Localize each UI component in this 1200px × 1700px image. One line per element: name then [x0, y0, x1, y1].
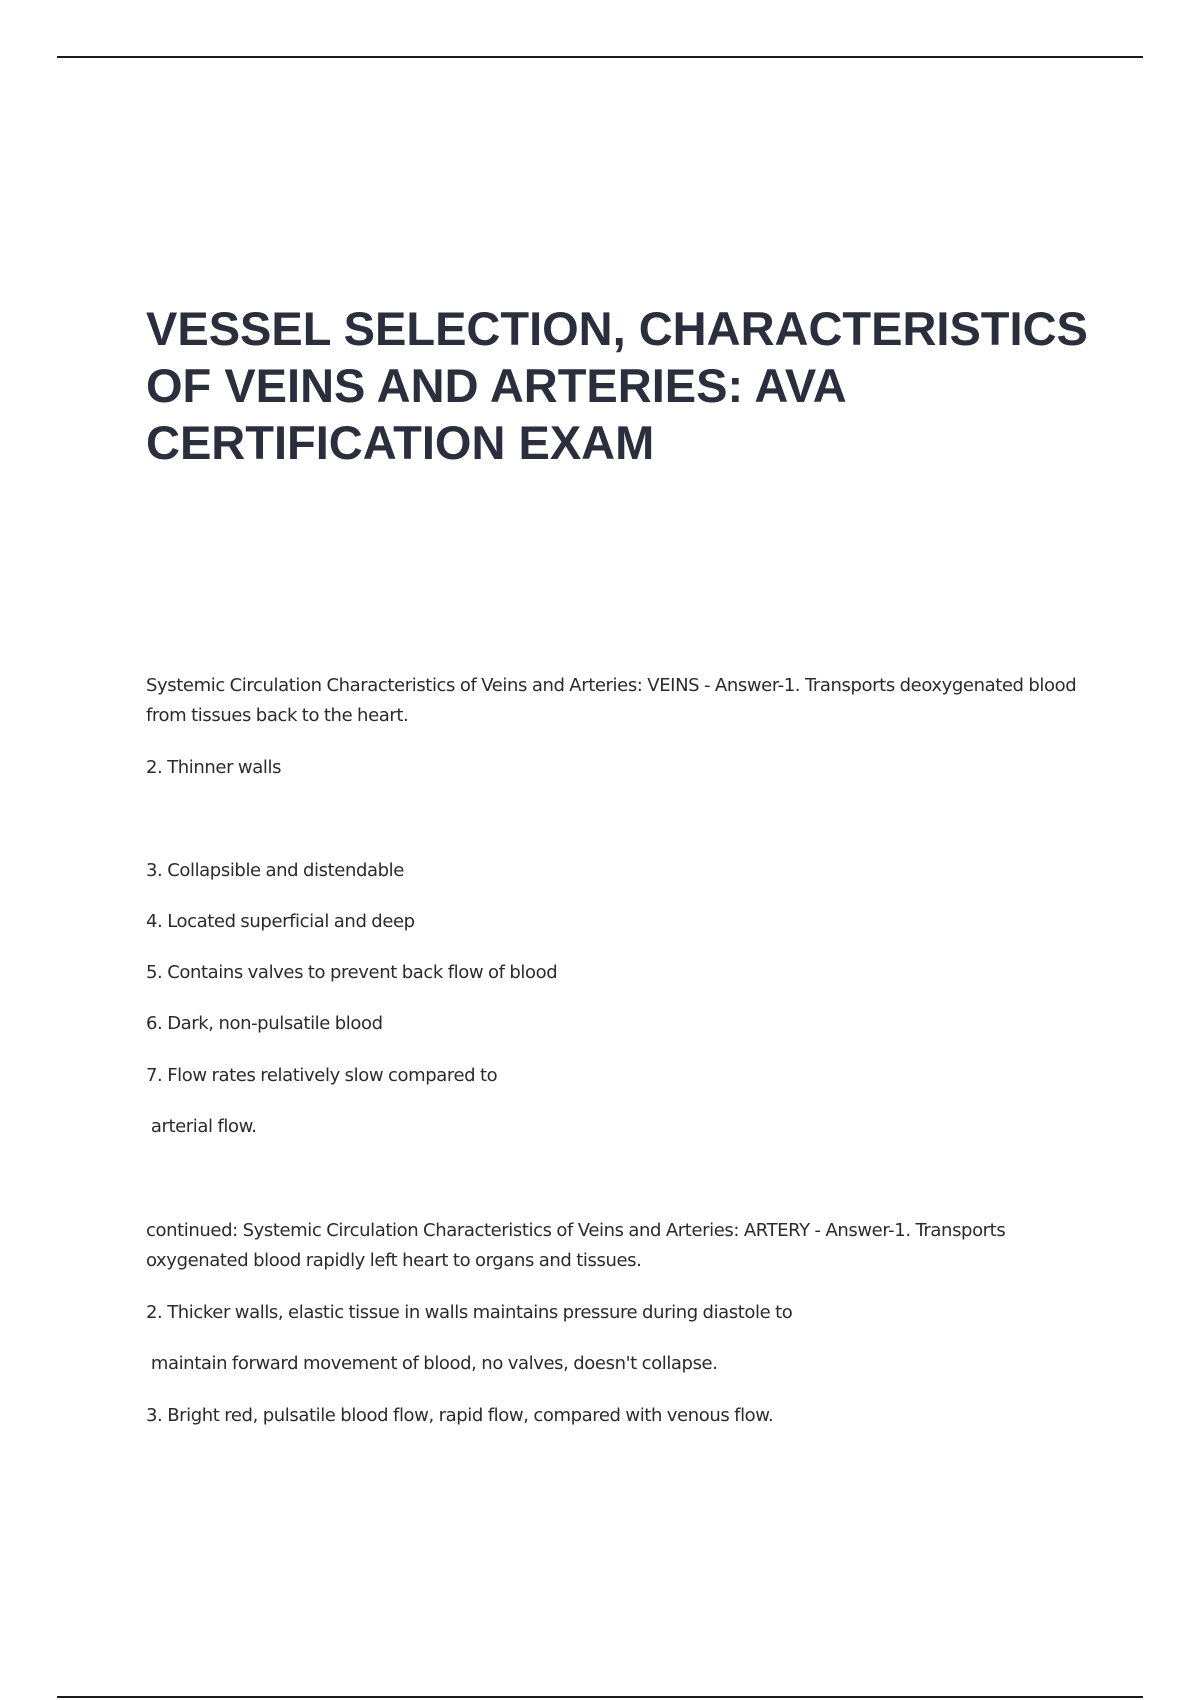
veins-item-7: 7. Flow rates relatively slow compared to	[146, 1065, 498, 1086]
veins-item-6: 6. Dark, non-pulsatile blood	[146, 1013, 383, 1034]
veins-item-2: 2. Thinner walls	[146, 757, 282, 778]
veins-item-4: 4. Located superficial and deep	[146, 911, 415, 932]
veins-question: Systemic Circulation Characteristics of Veins and Arteries: VEINS - Answer-1. Transports deoxygenated blood from tissues back to the heart.	[146, 675, 1077, 726]
artery-item-3: 3. Bright red, pulsatile blood flow, rapid flow, compared with venous flow.	[146, 1405, 774, 1426]
veins-item-7-continued: arterial flow.	[146, 1116, 257, 1137]
document-title: VESSEL SELECTION, CHARACTERISTICS OF VEINS AND ARTERIES: AVA CERTIFICATION EXAM	[146, 302, 1088, 469]
artery-item-2-continued: maintain forward movement of blood, no valves, doesn't collapse.	[146, 1353, 718, 1374]
top-rule	[57, 56, 1143, 58]
bottom-rule	[57, 1696, 1143, 1698]
veins-item-5: 5. Contains valves to prevent back flow of blood	[146, 962, 558, 983]
artery-question: continued: Systemic Circulation Characteristics of Veins and Arteries: ARTERY - Answer-1. Transports oxygenated blood rapidly left heart to organs and tissues.	[146, 1220, 1006, 1271]
artery-item-2: 2. Thicker walls, elastic tissue in walls maintains pressure during diastole to	[146, 1302, 793, 1323]
veins-item-3: 3. Collapsible and distendable	[146, 860, 404, 881]
